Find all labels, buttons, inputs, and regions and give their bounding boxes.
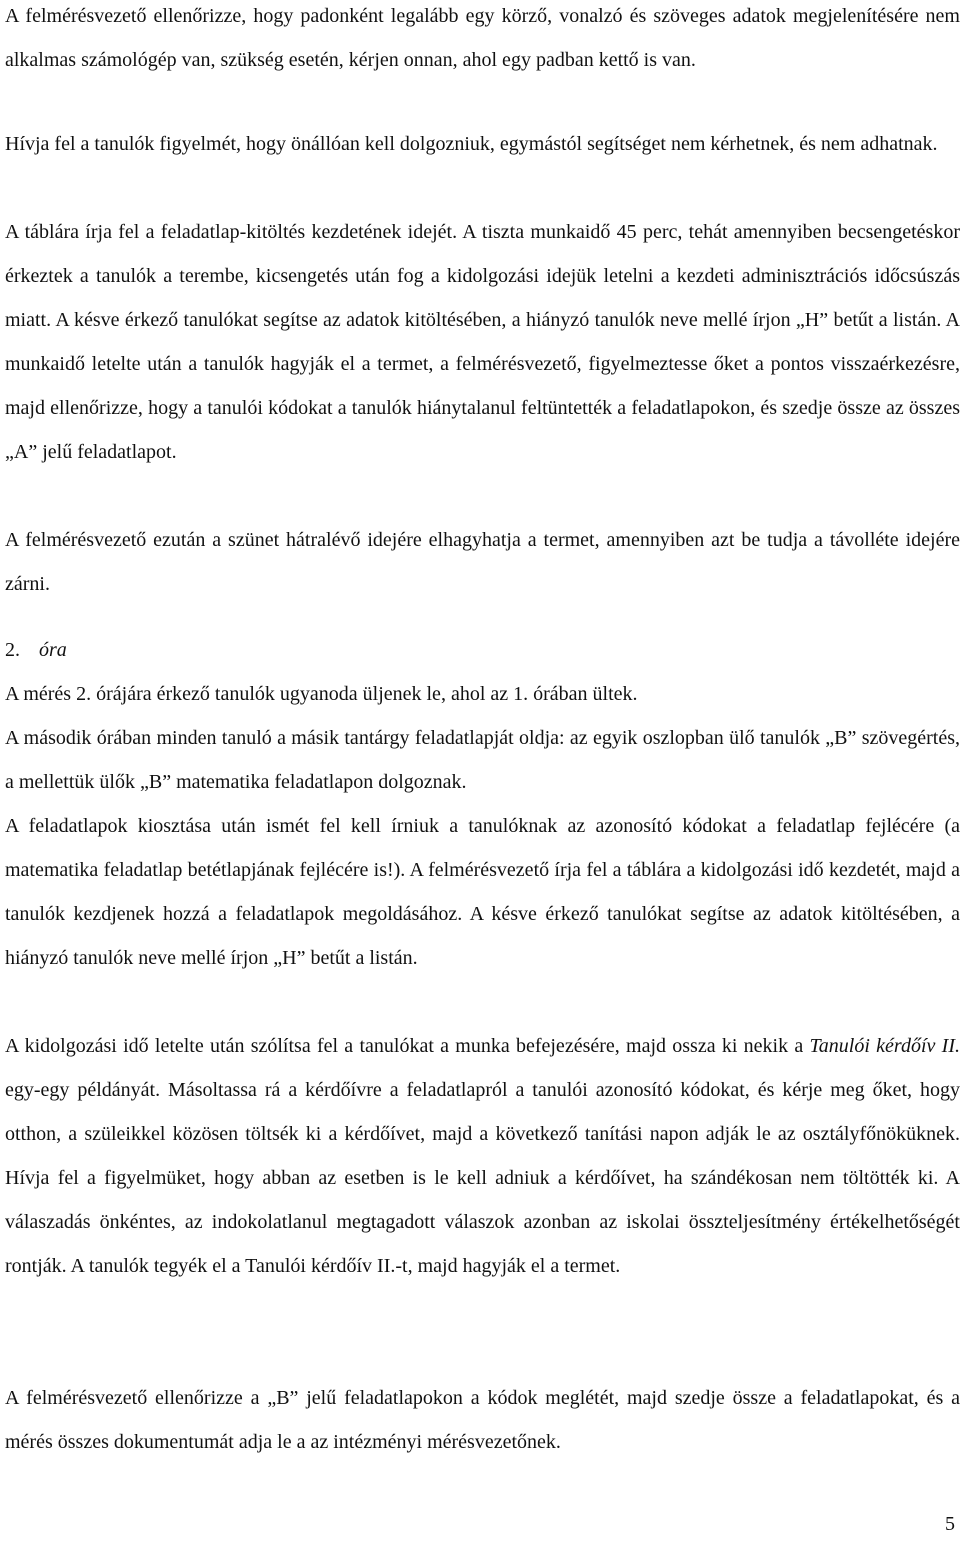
paragraph-collect-documents: A felmérésvezető ellenőrizze a „B” jelű feladatlapokon a kódok meglétét, majd szedje össze a feladatlapokat, és a mérés összes dokumentumát adja le a az intézményi mérésvezetőnek.: [5, 1387, 960, 1453]
section-heading: [5, 628, 67, 672]
paragraph-break-leave-room: A felmérésvezető ezután a szünet hátralévő idejére elhagyhatja a termet, amennyiben azt be tudja a távolléte idejére zárni.: [5, 529, 960, 595]
document-page: [5, 0, 960, 1544]
questionnaire-text-after: egy-egy példányát. Másoltassa rá a kérdőívre a feladatlapról a tanulói azonosító kódokat, és kérje meg őket, hogy otthon, a szüleikkel közösen töltsék ki a kérdőívet, majd a következő tanítási napon adják le az osztályfőnöküknek. Hívja fel a figyelmüket, hogy abban az esetben is le kell adniuk a kérdőívet, ha szándékosan nem töltötték ki. A válaszadás önkéntes, az indokolatlanul megtagadott válaszok azonban az iskolai összteljesítmény értékelhetőségét rontják. A tanulók tegyék el a Tanulói kérdőív II.-t, majd hagyják el a termet.: [5, 1079, 960, 1277]
page-number: 5: [945, 1513, 955, 1535]
paragraph-second-hour-tasks: A második órában minden tanuló a másik tantárgy feladatlapját oldja: az egyik oszlopban ülő tanulók „B” szövegértés, a mellettük ülők „B” matematika feladatlapon dolgoznak.: [5, 727, 960, 793]
section-heading-title: óra: [39, 639, 67, 661]
paragraph-codes-and-start: A feladatlapok kiosztása után ismét fel kell írniuk a tanulóknak az azonosító kódokat a feladatlap fejlécére (a matematika feladatlap betétlapjának fejlécére is!). A felmérésvezető írja fel a táblára a kidolgozási idő kezdetét, majd a tanulók kezdjenek hozzá a feladatlapok megoldásához. A késve érkező tanulókat segítse az adatok kitöltésében, a hiányzó tanulók neve mellé írjon „H” betűt a listán.: [5, 815, 960, 969]
questionnaire-title-italic: Tanulói kérdőív II.: [809, 1035, 960, 1057]
paragraph-questionnaire: [5, 1024, 960, 1288]
questionnaire-text-before: A kidolgozási idő letelte után szólítsa fel a tanulókat a munka befejezésére, majd ossza ki nekik a: [5, 1035, 810, 1057]
section-heading-number: 2.: [5, 639, 20, 661]
paragraph-work-time: A táblára írja fel a feladatlap-kitöltés kezdetének idejét. A tiszta munkaidő 45 perc, tehát amennyiben becsengetéskor érkeztek a tanulók a terembe, kicsengetés után fog a kidolgozási idejük letelni a kezdeti adminisztrációs időcsúszás miatt. A késve érkező tanulókat segítse az adatok kitöltésében, a hiányzó tanulók neve mellé írjon „H” betűt a listán. A munkaidő letelte után a tanulók hagyják el a termet, a felmérésvezető, figyelmeztesse őket a pontos visszaérkezésre, majd ellenőrizze, hogy a tanulói kódokat a tanulók hiánytalanul feltüntették a feladatlapokon, és szedje össze az összes „A” jelű feladatlapot.: [5, 221, 960, 463]
paragraph-seating: A mérés 2. órájára érkező tanulók ugyanoda üljenek le, ahol az 1. órában ültek.: [5, 683, 638, 705]
paragraph-independent-work: Hívja fel a tanulók figyelmét, hogy önállóan kell dolgozniuk, egymástól segítséget nem kérhetnek, és nem adhatnak.: [5, 133, 938, 155]
paragraph-calculator-check: A felmérésvezető ellenőrizze, hogy padonként legalább egy körző, vonalzó és szöveges adatok megjelenítésére nem alkalmas számológép van, szükség esetén, kérjen onnan, ahol egy padban kettő is van.: [5, 5, 960, 71]
